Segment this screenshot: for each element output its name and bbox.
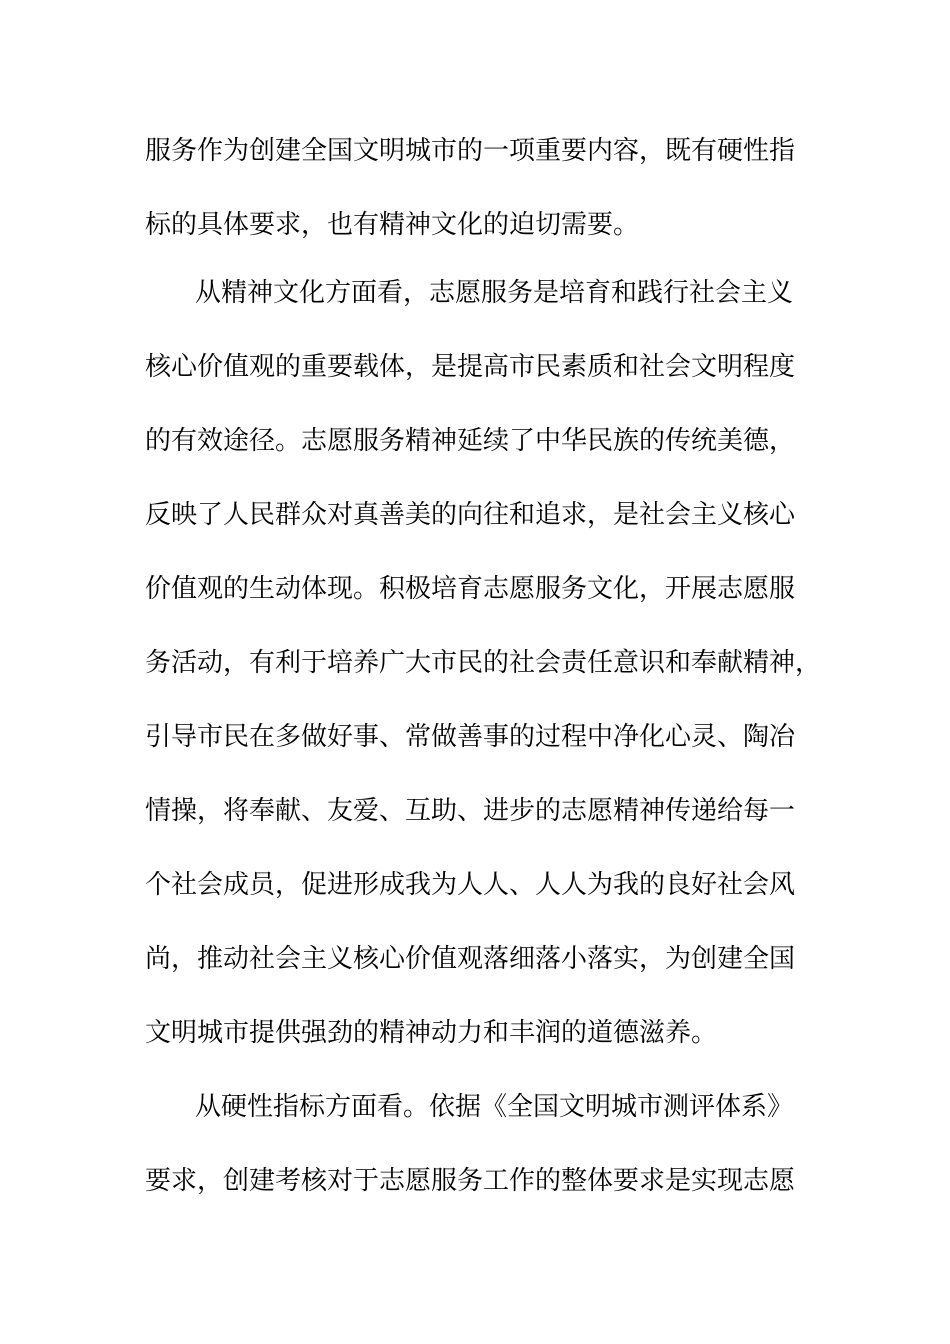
text-line-1: 服务作为创建全国文明城市的一项重要内容，既有硬性指 <box>145 136 796 166</box>
text-line-2: 标的具体要求，也有精神文化的迫切需要。 <box>145 210 640 240</box>
text-line-15: 要求，创建考核对于志愿服务工作的整体要求是实现志愿 <box>145 1166 796 1196</box>
text-line-13: 文明城市提供强劲的精神动力和丰润的道德滋养。 <box>145 1018 718 1048</box>
text-line-4: 核心价值观的重要载体，是提高市民素质和社会文明程度 <box>145 352 796 382</box>
text-line-3: 从精神文化方面看，志愿服务是培育和践行社会主义 <box>195 278 794 308</box>
text-line-8: 务活动，有利于培养广大市民的社会责任意识和奉献精神， <box>145 648 822 678</box>
text-line-10: 情操，将奉献、友爱、互助、进步的志愿精神传递给每一 <box>145 796 796 826</box>
text-line-6: 反映了人民群众对真善美的向往和追求，是社会主义核心 <box>145 500 796 530</box>
text-line-5: 的有效途径。志愿服务精神延续了中华民族的传统美德， <box>145 426 796 456</box>
text-line-7: 价值观的生动体现。积极培育志愿服务文化，开展志愿服 <box>145 574 796 604</box>
text-line-9: 引导市民在多做好事、常做善事的过程中净化心灵、陶冶 <box>145 722 796 752</box>
text-line-11: 个社会成员，促进形成我为人人、人人为我的良好社会风 <box>145 870 796 900</box>
text-line-14: 从硬性指标方面看。依据《全国文明城市测评体系》 <box>195 1092 794 1122</box>
text-line-12: 尚，推动社会主义核心价值观落细落小落实，为创建全国 <box>145 944 796 974</box>
